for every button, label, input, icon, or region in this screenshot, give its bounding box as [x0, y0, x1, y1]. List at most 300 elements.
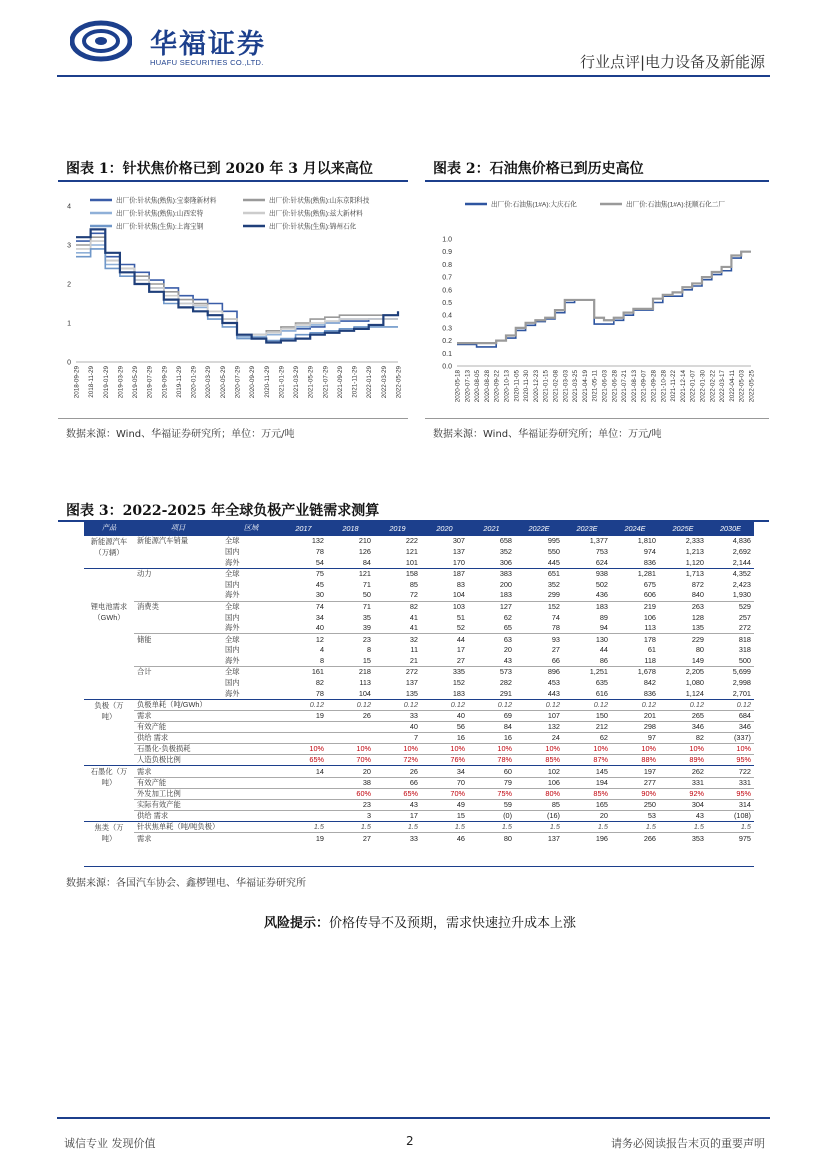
value-cell: 17 — [456, 645, 465, 655]
row-label-cell — [84, 645, 134, 656]
value-cell: 550 — [547, 547, 560, 556]
value-cell: 17 — [374, 810, 421, 821]
value-cell — [327, 733, 374, 744]
value-cell: 61 — [647, 645, 656, 655]
value-cell: 7 — [374, 733, 421, 744]
figure-2-rule — [425, 180, 769, 182]
value-cell: 14 — [280, 766, 327, 778]
value-cell: 130 — [563, 634, 611, 645]
x-tick-label: 2020-07-29 — [234, 366, 242, 399]
value-cell: 72% — [374, 755, 421, 766]
value-cell: 104 — [358, 688, 371, 698]
x-tick-label: 2021-11-29 — [351, 366, 359, 398]
table-row — [84, 688, 754, 699]
value-cell: 606 — [643, 590, 656, 600]
value-cell: 8 — [319, 655, 324, 665]
value-cell: 75% — [468, 788, 515, 799]
value-cell: 38 — [327, 777, 374, 788]
value-cell: 35 — [362, 612, 371, 622]
value-cell: 126 — [358, 547, 371, 556]
x-tick-label: 2020-01-29 — [190, 366, 198, 399]
page-number: 2 — [406, 1134, 414, 1148]
value-cell: 82 — [315, 677, 324, 687]
value-cell: 836 — [643, 557, 656, 567]
value-cell: 80 — [695, 645, 704, 655]
x-tick-label: 2022-05-03 — [738, 370, 746, 403]
row-label-cell — [134, 590, 222, 601]
legend-label: 出厂价:针状焦(熟焦):兹大新材料 — [269, 210, 363, 218]
row-label-cell: 国内 — [225, 547, 240, 556]
x-tick-label: 2021-10-28 — [660, 370, 668, 403]
value-cell: 2,144 — [732, 557, 751, 567]
value-cell: 1,080 — [685, 677, 704, 687]
value-cell: 90% — [611, 788, 659, 799]
figure-1-source: 数据来源：Wind、华福证券研究所；单位：万元/吨 — [66, 429, 295, 440]
row-label-cell: 动力 — [134, 568, 222, 579]
x-tick-label: 2021-01-29 — [278, 366, 286, 399]
value-cell: 89% — [659, 755, 707, 766]
value-cell: 197 — [611, 766, 659, 778]
y-tick-label: 0 — [67, 359, 71, 367]
row-label-cell — [134, 579, 222, 590]
logo-mark-icon — [70, 20, 132, 62]
value-cell: 218 — [327, 667, 374, 678]
legend-label: 出厂价:针状焦(生焦):上海宝钢 — [116, 223, 204, 231]
y-tick-label: 0.0 — [442, 363, 452, 371]
legend-label: 出厂价:石油焦(1#A):大庆石化 — [491, 201, 577, 209]
row-label-cell: 海外 — [225, 623, 240, 633]
value-cell: 331 — [659, 777, 707, 788]
value-cell: 20 — [503, 645, 512, 655]
value-cell: 95% — [707, 788, 754, 799]
value-cell: 44 — [421, 634, 468, 645]
row-label-cell: 国内 — [225, 645, 240, 655]
value-cell: 121 — [327, 568, 374, 579]
figure-2-chart — [425, 184, 769, 416]
value-cell: 331 — [707, 777, 754, 788]
value-cell: 318 — [738, 645, 751, 655]
row-label-cell — [84, 568, 134, 579]
row-label-cell: 全球 — [222, 667, 280, 678]
column-header: 2025E — [659, 522, 707, 535]
value-cell: 152 — [452, 677, 465, 687]
table-row — [84, 601, 754, 612]
value-cell: 30 — [315, 590, 324, 600]
value-cell: 78 — [315, 688, 324, 698]
value-cell: 10% — [659, 744, 707, 755]
value-cell: 651 — [515, 568, 563, 579]
column-header: 2030E — [707, 522, 754, 535]
value-cell: 2,333 — [659, 535, 707, 547]
row-label-cell — [222, 722, 280, 733]
row-label-cell: 石墨化（万 — [84, 766, 134, 778]
value-cell: 78% — [468, 755, 515, 766]
value-cell: 896 — [515, 667, 563, 678]
row-label-cell: 吨） — [101, 833, 117, 843]
row-label-cell — [222, 755, 280, 766]
table-row — [84, 833, 754, 844]
row-label-cell: 消费类 — [134, 601, 222, 612]
value-cell: 41 — [409, 612, 418, 622]
value-cell: (16) — [515, 810, 563, 821]
value-cell: 70% — [421, 788, 468, 799]
x-tick-label: 2020-09-29 — [249, 366, 257, 399]
value-cell — [280, 777, 327, 788]
value-cell: 445 — [547, 557, 560, 567]
value-cell: 27 — [327, 833, 374, 844]
y-tick-label: 0.4 — [442, 312, 452, 320]
legend-label: 出厂价:针状焦(熟焦):宝泰隆新材料 — [116, 197, 217, 205]
value-cell: 975 — [707, 833, 754, 844]
table-row — [84, 722, 754, 733]
value-cell: 1.5 — [515, 821, 563, 833]
x-tick-label: 2021-11-22 — [670, 370, 678, 402]
row-label-cell — [134, 623, 222, 634]
value-cell: 0.12 — [421, 699, 468, 711]
value-cell: 97 — [611, 733, 659, 744]
row-label-cell: 外发加工比例 — [134, 788, 222, 799]
value-cell: 1.5 — [563, 821, 611, 833]
value-cell: 46 — [421, 833, 468, 844]
value-cell: 40 — [374, 722, 421, 733]
value-cell: 219 — [611, 601, 659, 612]
x-tick-label: 2019-03-29 — [117, 366, 125, 399]
row-label-cell — [84, 810, 134, 821]
x-tick-label: 2021-08-13 — [630, 370, 638, 403]
value-cell: 974 — [643, 547, 656, 556]
x-tick-label: 2021-09-07 — [640, 370, 648, 403]
table-row — [84, 568, 754, 579]
row-label-cell — [84, 688, 134, 699]
value-cell: 453 — [547, 677, 560, 687]
value-cell: 266 — [611, 833, 659, 844]
value-cell: 137 — [405, 677, 418, 687]
row-label-cell — [84, 634, 134, 645]
risk-text: 价格传导不及预期，需求快速拉升成本上涨 — [329, 916, 577, 931]
value-cell: 938 — [563, 568, 611, 579]
x-tick-label: 2018-09-29 — [73, 366, 81, 399]
value-cell: 3 — [327, 810, 374, 821]
table-row — [84, 788, 754, 799]
value-cell: 262 — [659, 766, 707, 778]
column-header: 2023E — [563, 522, 611, 535]
value-cell: 70% — [327, 755, 374, 766]
value-cell: 529 — [707, 601, 754, 612]
x-tick-label: 2019-11-29 — [175, 366, 183, 398]
x-tick-label: 2020-10-13 — [503, 370, 511, 403]
y-tick-label: 0.9 — [442, 249, 452, 257]
value-cell: 1.5 — [707, 821, 754, 833]
column-header: 2021 — [468, 522, 515, 535]
row-label-cell: 供给 需求 — [134, 810, 222, 821]
y-tick-label: 0.7 — [442, 274, 452, 282]
table-row — [84, 810, 754, 821]
row-label-cell — [84, 722, 134, 733]
row-label-cell — [134, 547, 222, 558]
table-row — [84, 766, 754, 778]
value-cell: 79 — [468, 777, 515, 788]
row-label-cell: （GWh） — [93, 613, 125, 623]
row-label-cell: 吨） — [101, 711, 117, 721]
column-header: 项目 — [134, 522, 222, 535]
x-tick-label: 2021-01-15 — [542, 370, 550, 403]
value-cell: 16 — [421, 733, 468, 744]
y-tick-label: 0.1 — [442, 350, 452, 358]
row-label-cell: 海外 — [225, 655, 240, 665]
value-cell: 0.12 — [563, 699, 611, 711]
series-line — [457, 252, 751, 347]
value-cell: 840 — [691, 590, 704, 600]
value-cell: 87% — [563, 755, 611, 766]
row-label-cell — [134, 558, 222, 569]
value-cell: 0.12 — [659, 699, 707, 711]
value-cell: 183 — [452, 688, 465, 698]
value-cell: 26 — [327, 711, 374, 722]
x-tick-label: 2022-01-29 — [366, 366, 374, 399]
value-cell: 196 — [563, 833, 611, 844]
value-cell: 158 — [374, 568, 421, 579]
y-tick-label: 1 — [67, 320, 71, 328]
value-cell: 20 — [563, 810, 611, 821]
value-cell: 1,810 — [611, 535, 659, 547]
figure-2-source: 数据来源：Wind、华福证券研究所；单位：万元/吨 — [433, 429, 662, 440]
value-cell: 80% — [515, 788, 563, 799]
value-cell: 27 — [551, 645, 560, 655]
x-tick-label: 2021-12-14 — [679, 370, 687, 403]
row-label-cell — [84, 667, 134, 678]
row-label-cell: 海外 — [225, 557, 240, 567]
x-tick-label: 2021-05-29 — [307, 366, 315, 399]
value-cell: 298 — [611, 722, 659, 733]
row-label-cell — [134, 656, 222, 667]
value-cell: 1.5 — [280, 821, 327, 833]
value-cell: (0) — [468, 810, 515, 821]
row-label-cell: 全球 — [222, 634, 280, 645]
value-cell: 0.12 — [515, 699, 563, 711]
x-tick-label: 2022-01-07 — [689, 370, 697, 403]
report-category: 行业点评|电力设备及新能源 — [579, 53, 765, 71]
x-tick-label: 2021-07-21 — [621, 370, 629, 403]
y-tick-label: 0.8 — [442, 261, 452, 269]
value-cell: 49 — [421, 799, 468, 810]
value-cell: 32 — [374, 634, 421, 645]
value-cell: (337) — [707, 733, 754, 744]
row-label-cell: 人造负极比例 — [134, 755, 222, 766]
footer-slogan: 诚信专业 发现价值 — [64, 1137, 156, 1150]
value-cell: 113 — [644, 623, 656, 633]
value-cell: 272 — [738, 623, 751, 633]
table-row — [84, 612, 754, 623]
row-label-cell: 新能源汽车销量 — [134, 535, 222, 547]
value-cell: 71 — [362, 579, 371, 589]
value-cell: 161 — [280, 667, 327, 678]
x-tick-label: 2022-03-17 — [719, 370, 727, 403]
value-cell: 52 — [456, 623, 465, 633]
value-cell: 1,713 — [659, 568, 707, 579]
value-cell: 84 — [362, 557, 371, 567]
row-label-cell — [222, 788, 280, 799]
y-tick-label: 0.3 — [442, 325, 452, 333]
value-cell: 282 — [499, 677, 512, 687]
value-cell: 106 — [643, 612, 656, 622]
value-cell: 85% — [515, 755, 563, 766]
value-cell: 0.12 — [280, 699, 327, 711]
value-cell: 150 — [563, 711, 611, 722]
value-cell: 74 — [551, 612, 560, 622]
header-divider — [57, 75, 770, 77]
value-cell: 0.12 — [611, 699, 659, 711]
value-cell: 306 — [499, 557, 512, 567]
value-cell: 71 — [327, 601, 374, 612]
value-cell: 212 — [563, 722, 611, 733]
row-label-cell: 供给 需求 — [134, 733, 222, 744]
demand-table — [84, 522, 754, 844]
value-cell: 722 — [707, 766, 754, 778]
table-row — [84, 711, 754, 722]
column-header: 2017 — [280, 522, 327, 535]
row-label-cell: 全球 — [222, 535, 280, 547]
value-cell: 1,124 — [685, 688, 704, 698]
value-cell: 229 — [659, 634, 707, 645]
value-cell: 152 — [515, 601, 563, 612]
row-label-cell — [84, 590, 134, 601]
table-row — [84, 744, 754, 755]
row-label-cell — [84, 558, 134, 569]
value-cell — [280, 810, 327, 821]
row-label-cell: 针状焦单耗（吨/吨负极） — [134, 821, 222, 833]
value-cell: 93 — [515, 634, 563, 645]
x-tick-label: 2021-09-29 — [336, 366, 344, 399]
value-cell: 89 — [599, 612, 608, 622]
value-cell: 65% — [374, 788, 421, 799]
value-cell: 1,120 — [685, 557, 704, 567]
value-cell: 346 — [707, 722, 754, 733]
value-cell: 502 — [595, 579, 608, 589]
row-label-cell — [222, 821, 280, 833]
table-header-row — [84, 522, 754, 535]
row-label-cell: 全球 — [222, 568, 280, 579]
value-cell: 21 — [409, 655, 418, 665]
value-cell: 101 — [405, 557, 418, 567]
footer-divider — [57, 1117, 770, 1119]
x-tick-label: 2020-12-23 — [532, 370, 540, 403]
row-label-cell — [222, 699, 280, 711]
value-cell: 0.12 — [327, 699, 374, 711]
value-cell: 66 — [374, 777, 421, 788]
value-cell: 4,836 — [707, 535, 754, 547]
value-cell: 170 — [452, 557, 465, 567]
table-row — [84, 699, 754, 711]
x-tick-label: 2021-03-25 — [572, 370, 580, 403]
value-cell: 658 — [468, 535, 515, 547]
x-tick-label: 2020-11-29 — [263, 366, 271, 398]
table-row — [84, 656, 754, 667]
row-label-cell — [134, 678, 222, 689]
value-cell: 59 — [468, 799, 515, 810]
footer-disclaimer: 请务必阅读报告末页的重要声明 — [611, 1137, 765, 1150]
figure-3-source: 数据来源：各国汽车协会、鑫椤锂电、华福证券研究所 — [66, 878, 306, 889]
table-row — [84, 645, 754, 656]
value-cell: 1,678 — [611, 667, 659, 678]
value-cell: 201 — [611, 711, 659, 722]
value-cell: 307 — [421, 535, 468, 547]
value-cell: 12 — [280, 634, 327, 645]
table-row — [84, 547, 754, 558]
value-cell: 44 — [599, 645, 608, 655]
value-cell: 257 — [738, 612, 751, 622]
figure-1-title: 图表 1：针状焦价格已到 2020 年 3 月以来高位 — [66, 161, 373, 177]
row-label-cell — [84, 744, 134, 755]
row-label-cell — [134, 612, 222, 623]
value-cell: 27 — [456, 655, 465, 665]
row-label-cell — [222, 810, 280, 821]
row-label-cell: 合计 — [134, 667, 222, 678]
row-label-cell: 负极（万 — [84, 699, 134, 711]
value-cell: 383 — [468, 568, 515, 579]
value-cell: 265 — [659, 711, 707, 722]
value-cell: 34 — [315, 612, 324, 622]
row-label-cell: （万辆） — [94, 547, 124, 557]
figure-3-title: 图表 3：2022-2025 年全球负极产业链需求测算 — [66, 503, 380, 519]
value-cell: 50 — [362, 590, 371, 600]
x-tick-label: 2021-06-28 — [611, 370, 619, 403]
value-cell: 250 — [611, 799, 659, 810]
row-label-cell: 锂电池需求 — [90, 602, 128, 612]
value-cell: 753 — [595, 547, 608, 556]
value-cell: 346 — [659, 722, 707, 733]
value-cell: 335 — [421, 667, 468, 678]
value-cell: 4,352 — [707, 568, 754, 579]
value-cell: 187 — [421, 568, 468, 579]
value-cell: 1.5 — [327, 821, 374, 833]
value-cell — [280, 799, 327, 810]
value-cell: 86 — [599, 655, 608, 665]
value-cell: 33 — [374, 711, 421, 722]
value-cell: 2,701 — [732, 688, 751, 698]
value-cell: 102 — [515, 766, 563, 778]
value-cell: 33 — [374, 833, 421, 844]
value-cell: 304 — [659, 799, 707, 810]
x-tick-label: 2022-02-22 — [709, 370, 717, 403]
table-row — [84, 535, 754, 547]
series-line — [76, 229, 398, 342]
value-cell: 183 — [499, 590, 512, 600]
value-cell: 34 — [421, 766, 468, 778]
value-cell: 85 — [409, 579, 418, 589]
row-label-cell — [84, 799, 134, 810]
row-label-cell — [84, 733, 134, 744]
value-cell: 436 — [595, 590, 608, 600]
value-cell: 85% — [563, 788, 611, 799]
figure-1-rule — [58, 180, 408, 182]
row-label-cell — [134, 688, 222, 699]
value-cell: 277 — [611, 777, 659, 788]
row-label-cell: 储能 — [134, 634, 222, 645]
value-cell: 137 — [515, 833, 563, 844]
value-cell: 43 — [503, 655, 512, 665]
value-cell: 80 — [468, 833, 515, 844]
table-row — [84, 733, 754, 744]
y-tick-label: 0.6 — [442, 287, 452, 295]
value-cell — [280, 722, 327, 733]
value-cell: 291 — [499, 688, 512, 698]
row-label-cell: 新能源汽车 — [84, 535, 134, 547]
row-label-cell: 国内 — [225, 612, 240, 622]
row-label-cell — [222, 799, 280, 810]
table-row — [84, 821, 754, 833]
x-tick-label: 2022-05-29 — [395, 366, 403, 399]
value-cell: 88% — [611, 755, 659, 766]
